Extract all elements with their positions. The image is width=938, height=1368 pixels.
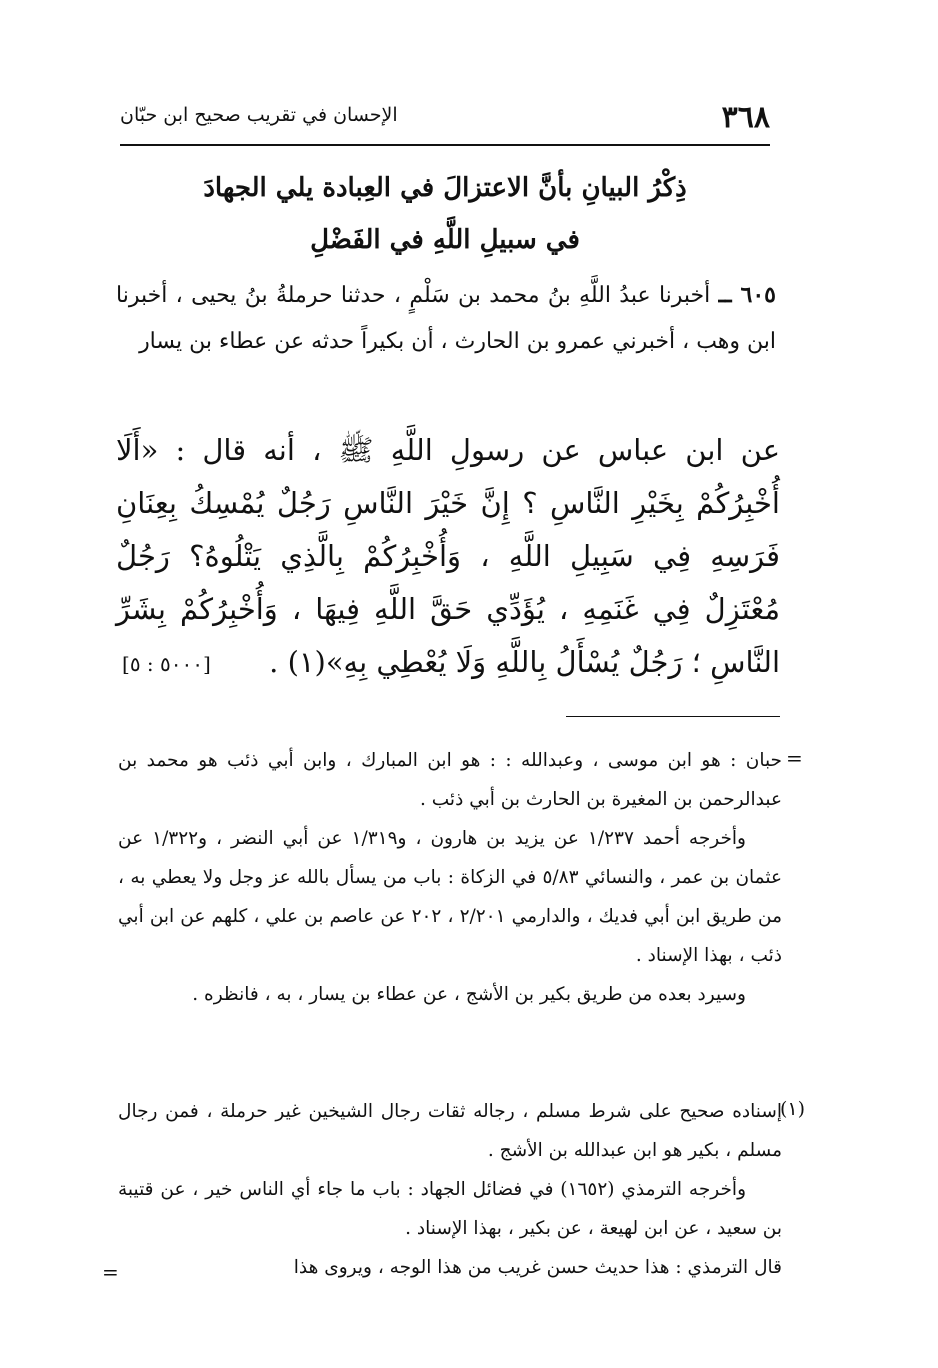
footnote-paragraph: حبان : هو ابن موسى ، وعبدالله : : هو ابن المبارك ، وابن أبي ذئب هو محمد بن عبدالرحمن بن المغيرة بن الحارث بن أبي ذئب . bbox=[118, 750, 782, 810]
chapter-heading bbox=[120, 162, 770, 266]
footnote-paragraph: وأخرجه أحمد ١/٢٣٧ عن يزيد بن هارون ، و١/٣١٩ عن أبي النضر ، و١/٣٢٢ عن عثمان بن عمر ، والنسائي ٥/٨٣ في الزكاة : باب من يسأل بالله عز وجل ولا يعطي به ، من طريق ابن أبي فديك ، والدارمي ٢/٢٠١ ، ٢٠٢ عن عاصم بن علي ، كلهم عن ابن أبي ذئب ، بهذا الإسناد . bbox=[118, 828, 782, 966]
hadith-number: ٦٠٥ ــ bbox=[718, 282, 776, 308]
footnote-separator bbox=[566, 716, 780, 717]
footnote-paragraph: قال الترمذي : هذا حديث حسن غريب من هذا الوجه ، ويروى هذا bbox=[293, 1257, 782, 1278]
matn-text: عن ابن عباس عن رسولِ اللَّهِ ﷺ ، أنه قال : «أَلَا أُخْبِرُكُمْ بِخَيْرِ النَّاسِ ؟ إِنَّ خَيْرَ النَّاسِ رَجُلٌ يُمْسِكُ بِعِنَانِ فَرَسِهِ فِي سَبِيلِ اللَّهِ ، وَأُخْبِرُكُمْ بِالَّذِي يَتْلُوهُ؟ رَجُلٌ مُعْتَزِلٌ فِي غَنَمِهِ ، يُؤَدِّي حَقَّ اللَّهِ فِيهَا ، وَأُخْبِرُكُمْ بِشَرِّ النَّاسِ ؛ رَجُلٌ يُسْأَلُ بِاللَّهِ وَلَا يُعْطِي بِهِ» bbox=[116, 433, 780, 679]
footnote-paragraph: وسيرد بعده من طريق بكير بن الأشج ، عن عطاء بن يسار ، به ، فانظره . bbox=[192, 984, 746, 1005]
isnad-text: أخبرنا عبدُ اللَّهِ بنُ محمد بن سَلْمٍ ، حدثنا حرملةُ بنُ يحيى ، أخبرنا ابن وهب ، أخبرني عمرو بن الحارث ، أن بكيراً حدثه عن عطاء بن يسار bbox=[116, 283, 776, 354]
hadith-isnad bbox=[116, 272, 776, 365]
hadith-matn bbox=[116, 424, 780, 689]
page-number: ٣٦٨ bbox=[721, 100, 770, 135]
continuation-marker: = bbox=[786, 746, 803, 770]
chapter-heading-line-2: في سبيلِ اللَّهِ في الفَضْلِ bbox=[310, 225, 580, 255]
footnote-paragraph: وأخرجه الترمذي (١٦٥٢) في فضائل الجهاد : باب ما جاء أي الناس خير ، عن قتيبة بن سعيد ، عن ابن لهيعة ، عن بكير ، بهذا الإسناد . bbox=[118, 1179, 782, 1239]
chapter-heading-line-1: ذِكْرُ البيانِ بأنَّ الاعتزالَ في العِبادة يلي الجهادَ bbox=[203, 173, 687, 203]
page-header bbox=[120, 92, 770, 146]
next-page-marker: = bbox=[102, 1260, 119, 1284]
footnote-paragraph: إسناده صحيح على شرط مسلم ، رجاله ثقات رجال الشيخين غير حرملة ، فمن رجال مسلم ، بكير هو ابن عبدالله بن الأشج . bbox=[118, 1101, 782, 1161]
footnote-1 bbox=[118, 1092, 782, 1287]
footnote-continuation bbox=[118, 741, 782, 1014]
running-title: الإحسان في تقريب صحيح ابن حبّان bbox=[120, 104, 398, 126]
hadith-reference: [٥٠٠٠ : ٥] bbox=[122, 652, 211, 676]
footnote-1-marker: (١) bbox=[780, 1098, 806, 1120]
matn-footnote-ref: (١) . bbox=[269, 645, 326, 679]
